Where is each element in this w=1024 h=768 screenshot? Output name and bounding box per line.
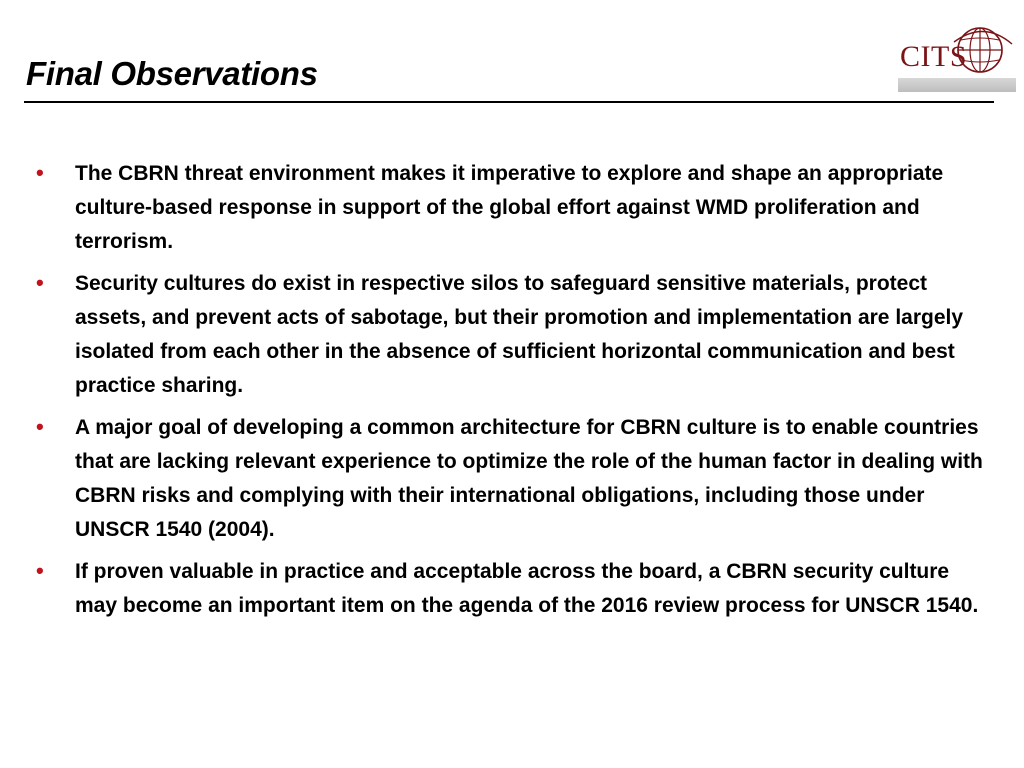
bullet-marker: • [36,414,44,439]
bullet-list [36,157,986,631]
bullet-text: The CBRN threat environment makes it imperative to explore and shape an appropriate culture-based response in support of the global effort against WMD proliferation and terrorism. [75,162,944,253]
title-underline [24,101,994,103]
bullet-marker: • [36,160,44,185]
bullet-item [36,157,986,259]
logo-text: CITS [900,40,968,73]
bullet-item [36,555,986,623]
bullet-text: A major goal of developing a common architecture for CBRN culture is to enable countries that are lacking relevant experience to optimize the role of the human factor in dealing with CBRN risks and complying with their international obligations, including those under UNSCR 1540 (2004). [75,416,983,541]
globe-icon [950,22,1014,78]
bullet-text: Security cultures do exist in respective silos to safeguard sensitive materials, protect assets, and prevent acts of sabotage, but their promotion and implementation are largely isolated from each other in the absence of sufficient horizontal communication and best practice sharing. [75,272,964,397]
bullet-text: If proven valuable in practice and acceptable across the board, a CBRN security culture may become an important item on the agenda of the 2016 review process for UNSCR 1540. [75,560,979,617]
bullet-marker: • [36,270,44,295]
bullet-item [36,411,986,547]
logo-reflection-bar [898,78,1016,92]
bullet-item [36,267,986,403]
cits-logo [896,22,1018,94]
slide-title: Final Observations [26,55,318,92]
bullet-marker: • [36,558,44,583]
